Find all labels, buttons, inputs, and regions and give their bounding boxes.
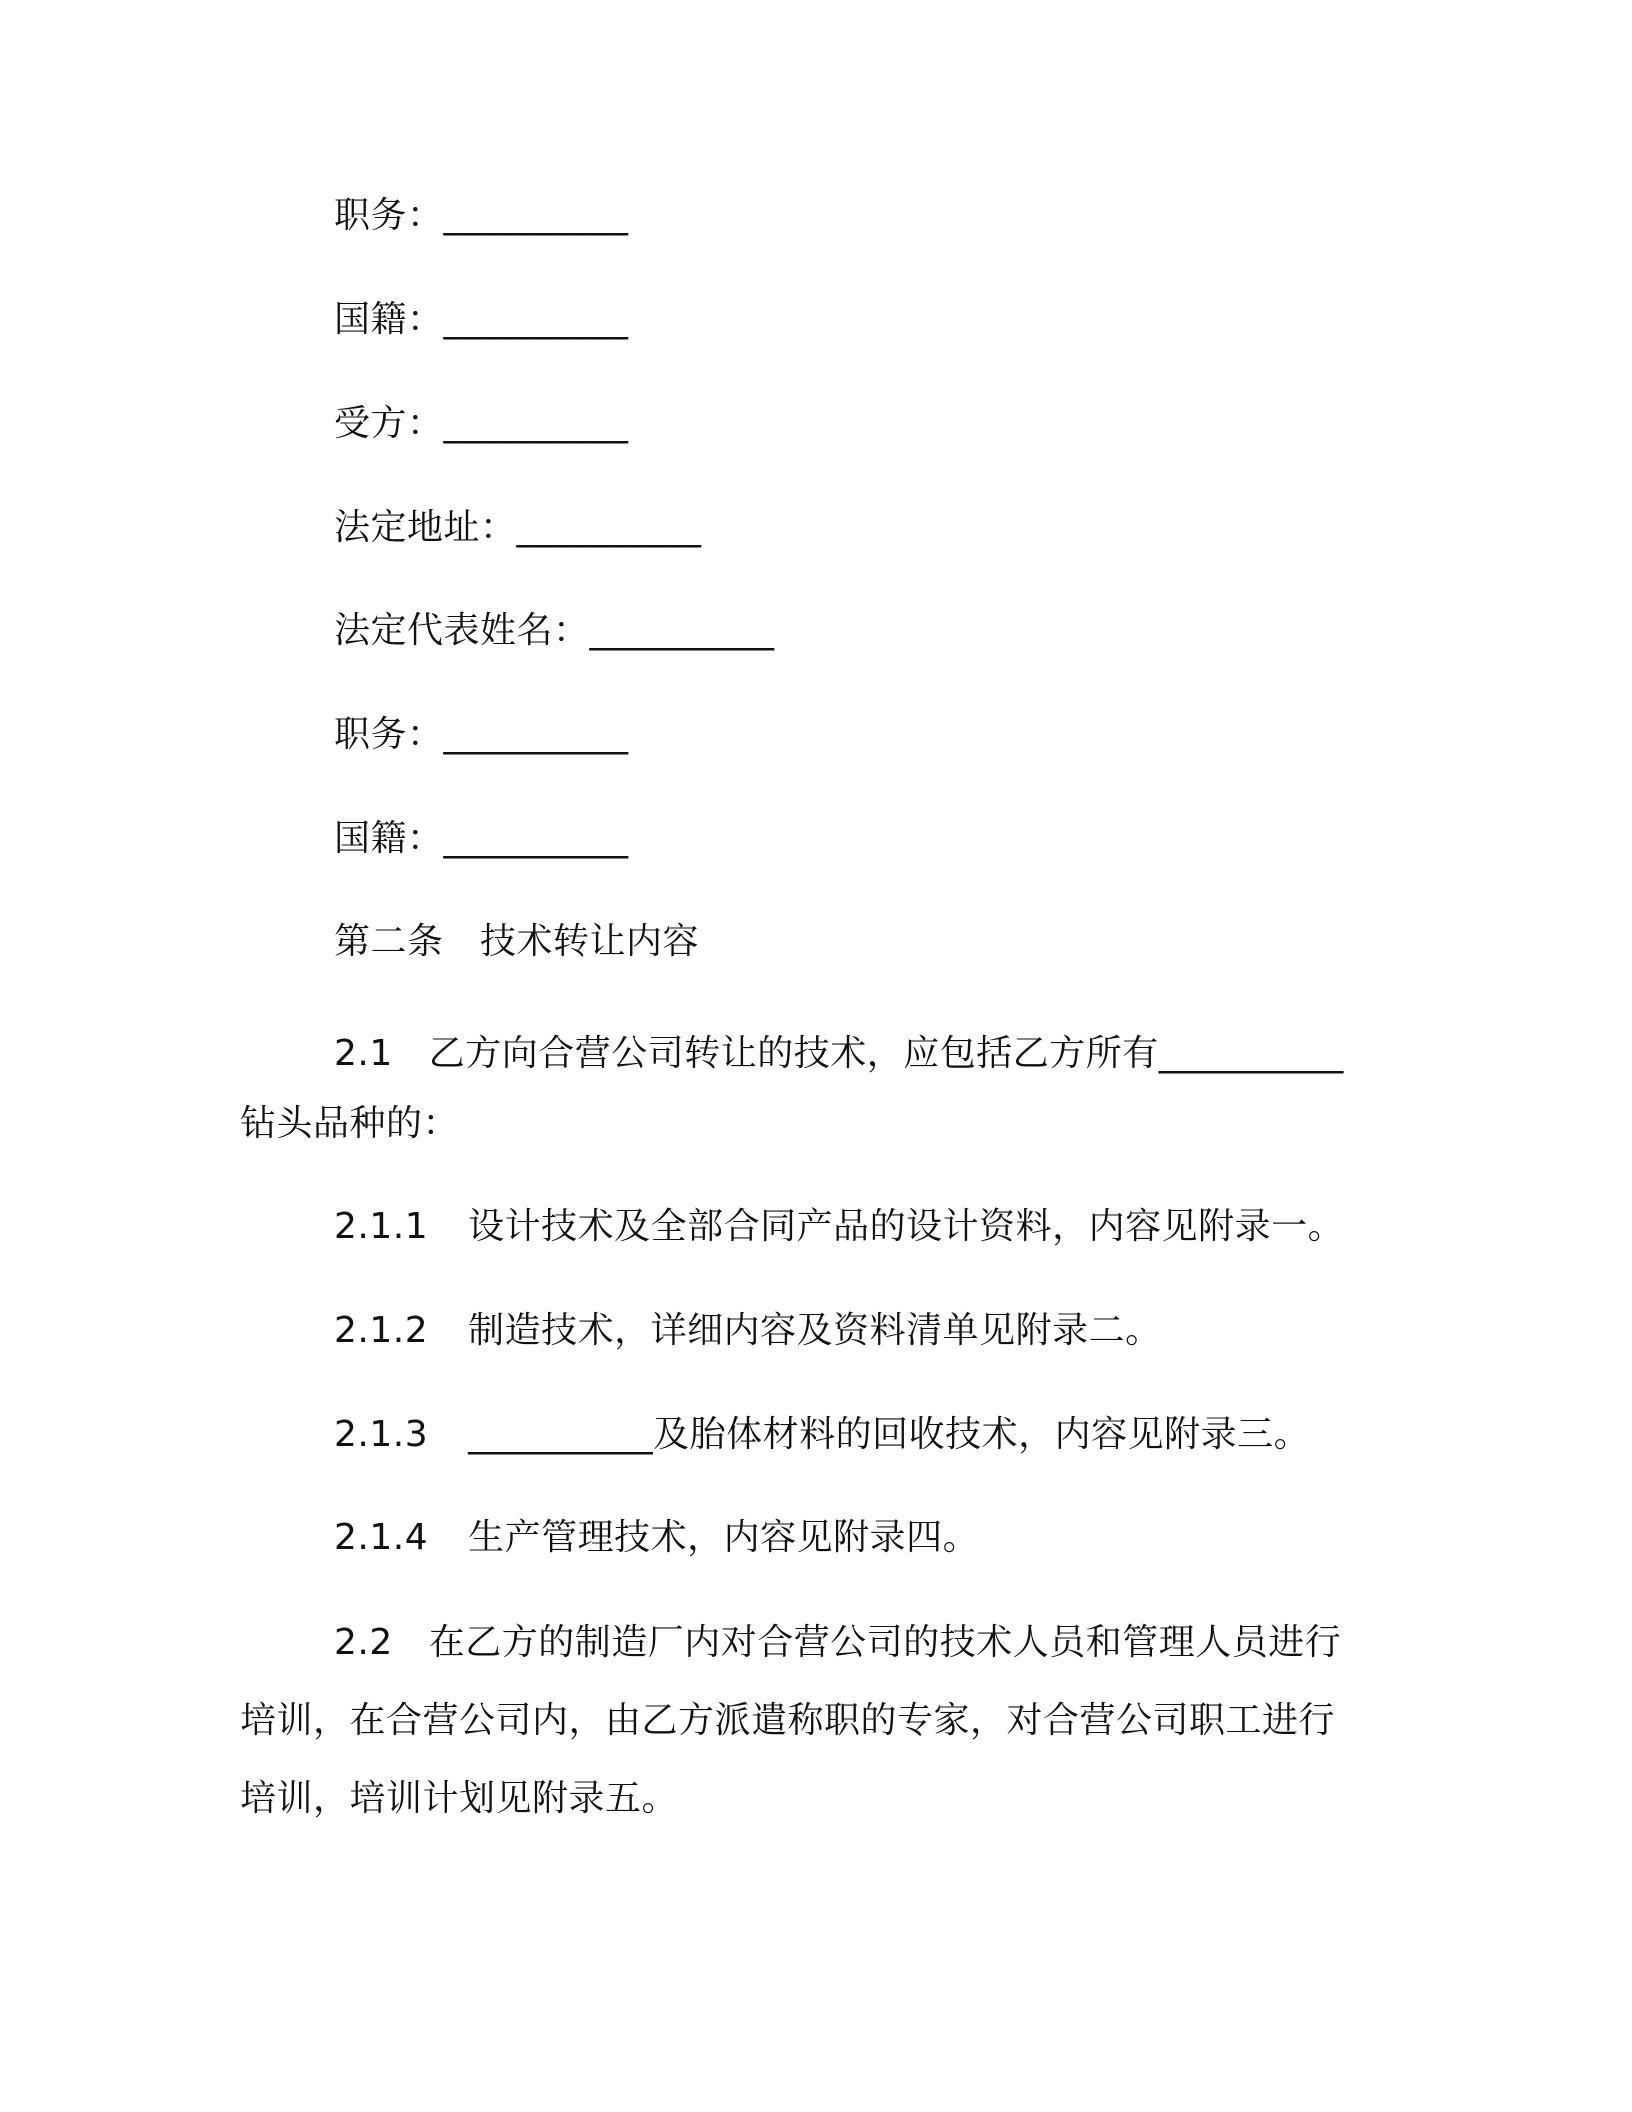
clause-2-1-text: 乙方向合营公司转让的技术，应包括乙方所有__________ (428, 1033, 1344, 1074)
legal-representative-blank: __________ (589, 610, 775, 651)
clause-2-1-line-1 (334, 1030, 1344, 1078)
clause-2-1-2 (334, 1307, 1162, 1355)
recipient-nationality-field (334, 815, 629, 863)
clause-2-1-3 (334, 1411, 1310, 1459)
clause-2-1-3-number: 2.1.3 (334, 1414, 429, 1455)
position-blank: __________ (443, 195, 629, 236)
recipient-position-field (334, 711, 629, 759)
clause-2-1-4 (334, 1514, 979, 1562)
recipient-nationality-blank: __________ (443, 818, 629, 859)
position-field (334, 192, 629, 240)
clause-2-2-number: 2.2 (334, 1622, 393, 1663)
recipient-party-field (334, 400, 629, 448)
clause-2-2-line-3: 培训，培训计划见附录五。 (240, 1778, 679, 1819)
clause-2-1-2-text: 制造技术，详细内容及资料清单见附录二。 (468, 1310, 1162, 1351)
legal-address-blank: __________ (516, 507, 702, 548)
recipient-position-blank: __________ (443, 714, 629, 755)
recipient-nationality-label: 国籍： (334, 818, 444, 859)
legal-representative-label: 法定代表姓名： (334, 610, 590, 651)
clause-2-2-text: 在乙方的制造厂内对合营公司的技术人员和管理人员进行 (428, 1622, 1342, 1663)
nationality-label: 国籍： (334, 299, 444, 340)
clause-2-2-line-1 (334, 1619, 1341, 1667)
legal-representative-field (334, 607, 775, 655)
clause-2-1-1 (334, 1203, 1344, 1251)
recipient-position-label: 职务： (334, 714, 444, 755)
clause-2-2-line-2: 培训，在合营公司内，由乙方派遣称职的专家，对合营公司职工进行 (240, 1700, 1336, 1741)
clause-2-1-4-number: 2.1.4 (334, 1517, 429, 1558)
legal-address-field (334, 504, 702, 552)
position-label: 职务： (334, 195, 444, 236)
article-2-heading: 第二条 技术转让内容 (334, 921, 700, 962)
clause-2-1-number: 2.1 (334, 1033, 393, 1074)
clause-2-1-4-text: 生产管理技术，内容见附录四。 (468, 1517, 980, 1558)
recipient-label: 受方： (334, 403, 444, 444)
clause-2-1-1-number: 2.1.1 (334, 1206, 429, 1247)
clause-2-1-1-text: 设计技术及全部合同产品的设计资料，内容见附录一。 (468, 1206, 1345, 1247)
legal-address-label: 法定地址： (334, 507, 517, 548)
nationality-field (334, 296, 629, 344)
clause-2-1-3-text: __________及胎体材料的回收技术，内容见附录三。 (468, 1414, 1311, 1455)
nationality-blank: __________ (443, 299, 629, 340)
clause-2-1-2-number: 2.1.2 (334, 1310, 429, 1351)
clause-2-1-line-2: 钻头品种的： (240, 1103, 460, 1144)
recipient-blank: __________ (443, 403, 629, 444)
